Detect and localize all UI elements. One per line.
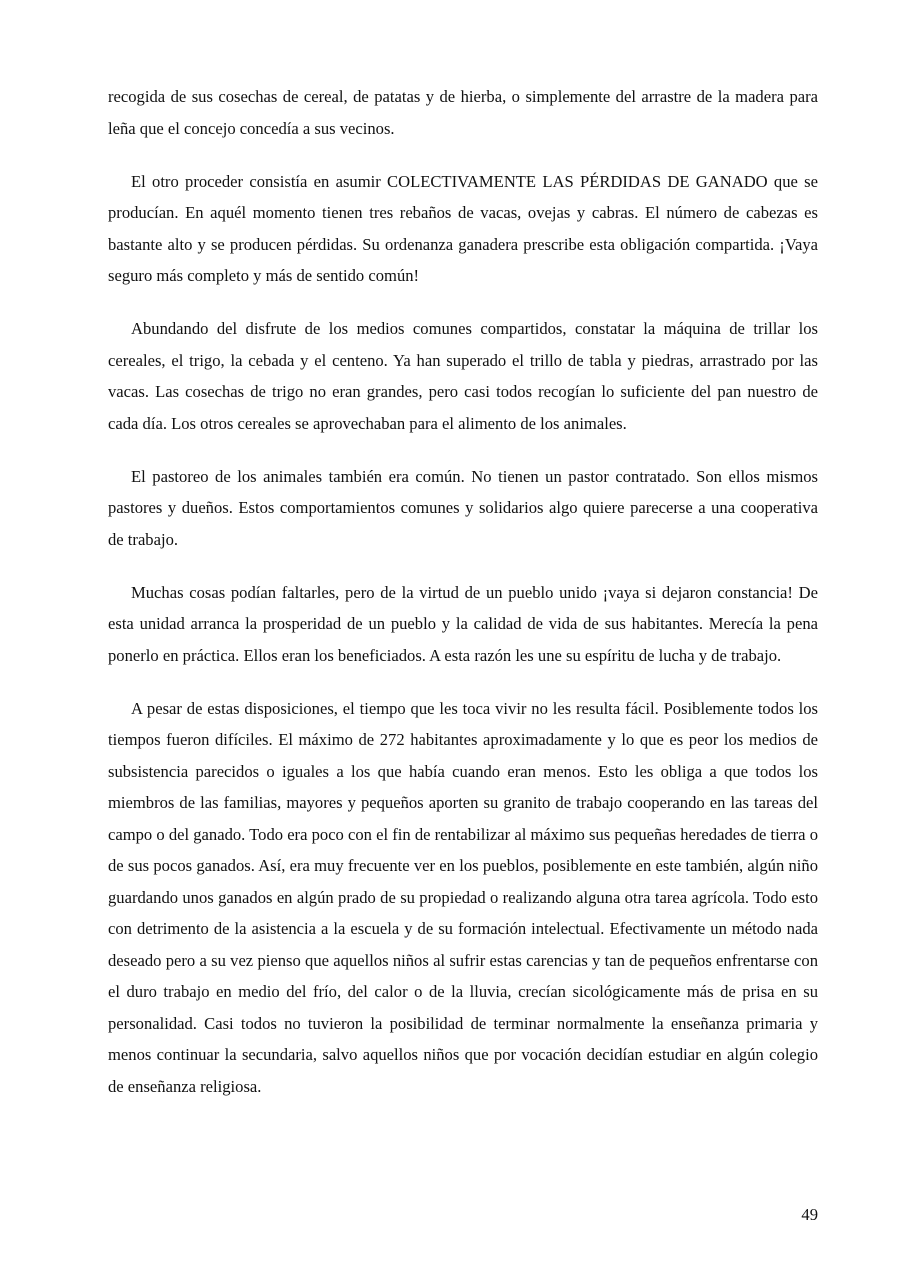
paragraph-united-village: Muchas cosas podían faltarles, pero de la virtud de un pueblo unido ¡vaya si dejaron constancia! De esta unidad arranca la prosperidad de un pueblo y la calidad de vida de sus habitantes. Merecía la pena ponerlo en práctica. Ellos eran los beneficiados. A esta razón les une su espíritu de lucha y de trabajo. [108, 582, 818, 665]
paragraph-threshing-machine: Abundando del disfrute de los medios comunes compartidos, constatar la máquina de trillar los cereales, el trigo, la cebada y el centeno. Ya han superado el trillo de tabla y piedras, arrastrado por las vacas. Las cosechas de trigo no eran grandes, pero casi todos recogían lo suficiente del pan nuestro de cada día. Los otros cereales se aprovechaban para el alimento de los animales. [108, 319, 818, 433]
page-body [108, 81, 818, 1124]
paragraph-shared-grazing: El pastoreo de los animales también era común. No tienen un pastor contratado. Son ellos mismos pastores y dueños. Estos comportamientos comunes y solidarios algo quiere parecerse a una cooperativa de trabajo. [108, 466, 818, 549]
paragraph-collective-losses: El otro proceder consistía en asumir COLECTIVAMENTE LAS PÉRDIDAS DE GANADO que se producían. En aquél momento tienen tres rebaños de vacas, ovejas y cabras. El número de cabezas es bastante alto y se producen pérdidas. Su ordenanza ganadera prescribe esta obligación compartida. ¡Vaya seguro más completo y más de sentido común! [108, 171, 818, 285]
paragraph-hard-times: A pesar de estas disposiciones, el tiempo que les toca vivir no les resulta fácil. Posiblemente todos los tiempos fueron difíciles. El máximo de 272 habitantes aproximadamente y lo que es peor los medios de subsistencia parecidos o iguales a los que había cuando eran menos. Esto les obliga a que todos los miembros de las familias, mayores y pequeños aporten su granito de trabajo cooperando en las tareas del campo o del ganado. Todo era poco con el fin de rentabilizar al máximo sus pequeñas heredades de tierra o de sus pocos ganados. Así, era muy frecuente ver en los pueblos, posiblemente en este también, algún niño guardando unos ganados en algún prado de su propiedad o realizando alguna otra tarea agrícola. Todo esto con detrimento de la asistencia a la escuela y de su formación intelectual. Efectivamente un método nada deseado pero a su vez pienso que aquellos niños al sufrir estas carencias y tan de pequeños enfrentarse con el duro trabajo en medio del frío, del calor o de la lluvia, crecían sicológicamente más de prisa en su personalidad. Casi todos no tuvieron la posibilidad de terminar normalmente la enseñanza primaria y menos continuar la secundaria, salvo aquellos niños que por vocación decidían estudiar en algún colegio de enseñanza religiosa. [108, 698, 818, 1096]
paragraph-continuation: recogida de sus cosechas de cereal, de patatas y de hierba, o simplemente del arrastre de la madera para leña que el concejo concedía a sus vecinos. [108, 87, 818, 138]
page-number: 49 [801, 1205, 818, 1224]
